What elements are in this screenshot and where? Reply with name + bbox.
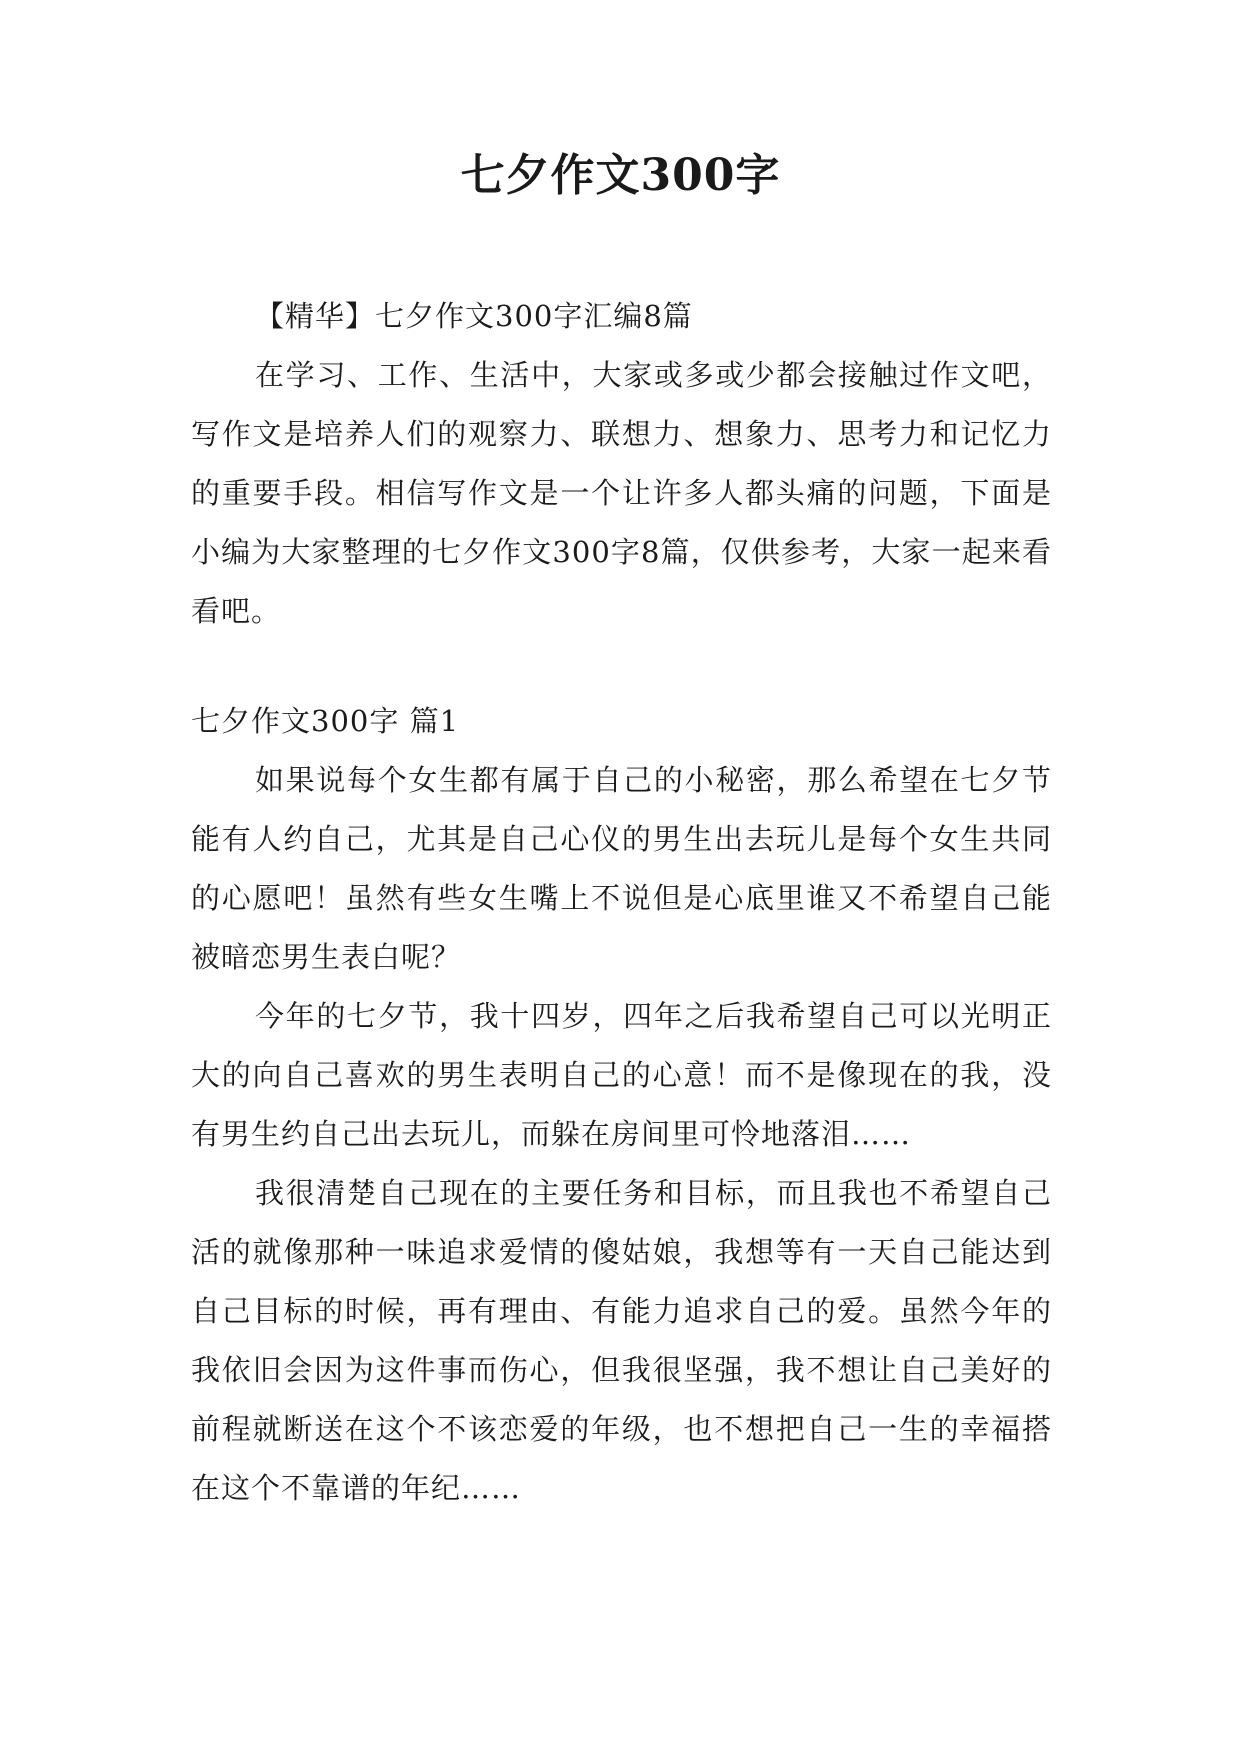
page-title: 七夕作文300字 xyxy=(460,150,781,201)
essay-paragraph-3: 我很清楚自己现在的主要任务和目标，而且我也不希望自己活的就像那种一味追求爱情的傻姑娘，我想等有一天自己能达到自己目标的时候，再有理由、有能力追求自己的爱。虽然今年的我依旧会因为这件事而伤心，但我很坚强，我不想让自己美好的前程就断送在这个不该恋爱的年级，也不想把自己一生的幸福搭在这个不靠谱的年纪…… xyxy=(191,1176,1052,1505)
essay-paragraph-2: 今年的七夕节，我十四岁，四年之后我希望自己可以光明正大的向自己喜欢的男生表明自己的心意！而不是像现在的我，没有男生约自己出去玩儿，而躲在房间里可怜地落泪…… xyxy=(191,999,1052,1151)
section-heading: 七夕作文300字 篇1 xyxy=(191,704,460,738)
intro-block xyxy=(191,287,1052,641)
subtitle: 【精华】七夕作文300字汇编8篇 xyxy=(255,299,693,333)
essay-paragraph-1: 如果说每个女生都有属于自己的小秘密，那么希望在七夕节能有人约自己，尤其是自己心仪的男生出去玩儿是每个女生共同的心愿吧！虽然有些女生嘴上不说但是心底里谁又不希望自己能被暗恋男生表白呢？ xyxy=(191,763,1052,974)
essay-section xyxy=(191,692,1052,1518)
intro-paragraph: 在学习、工作、生活中，大家或多或少都会接触过作文吧，写作文是培养人们的观察力、联想力、想象力、思考力和记忆力的重要手段。相信写作文是一个让许多人都头痛的问题，下面是小编为大家整理的七夕作文300字8篇，仅供参考，大家一起来看看吧。 xyxy=(191,358,1052,628)
